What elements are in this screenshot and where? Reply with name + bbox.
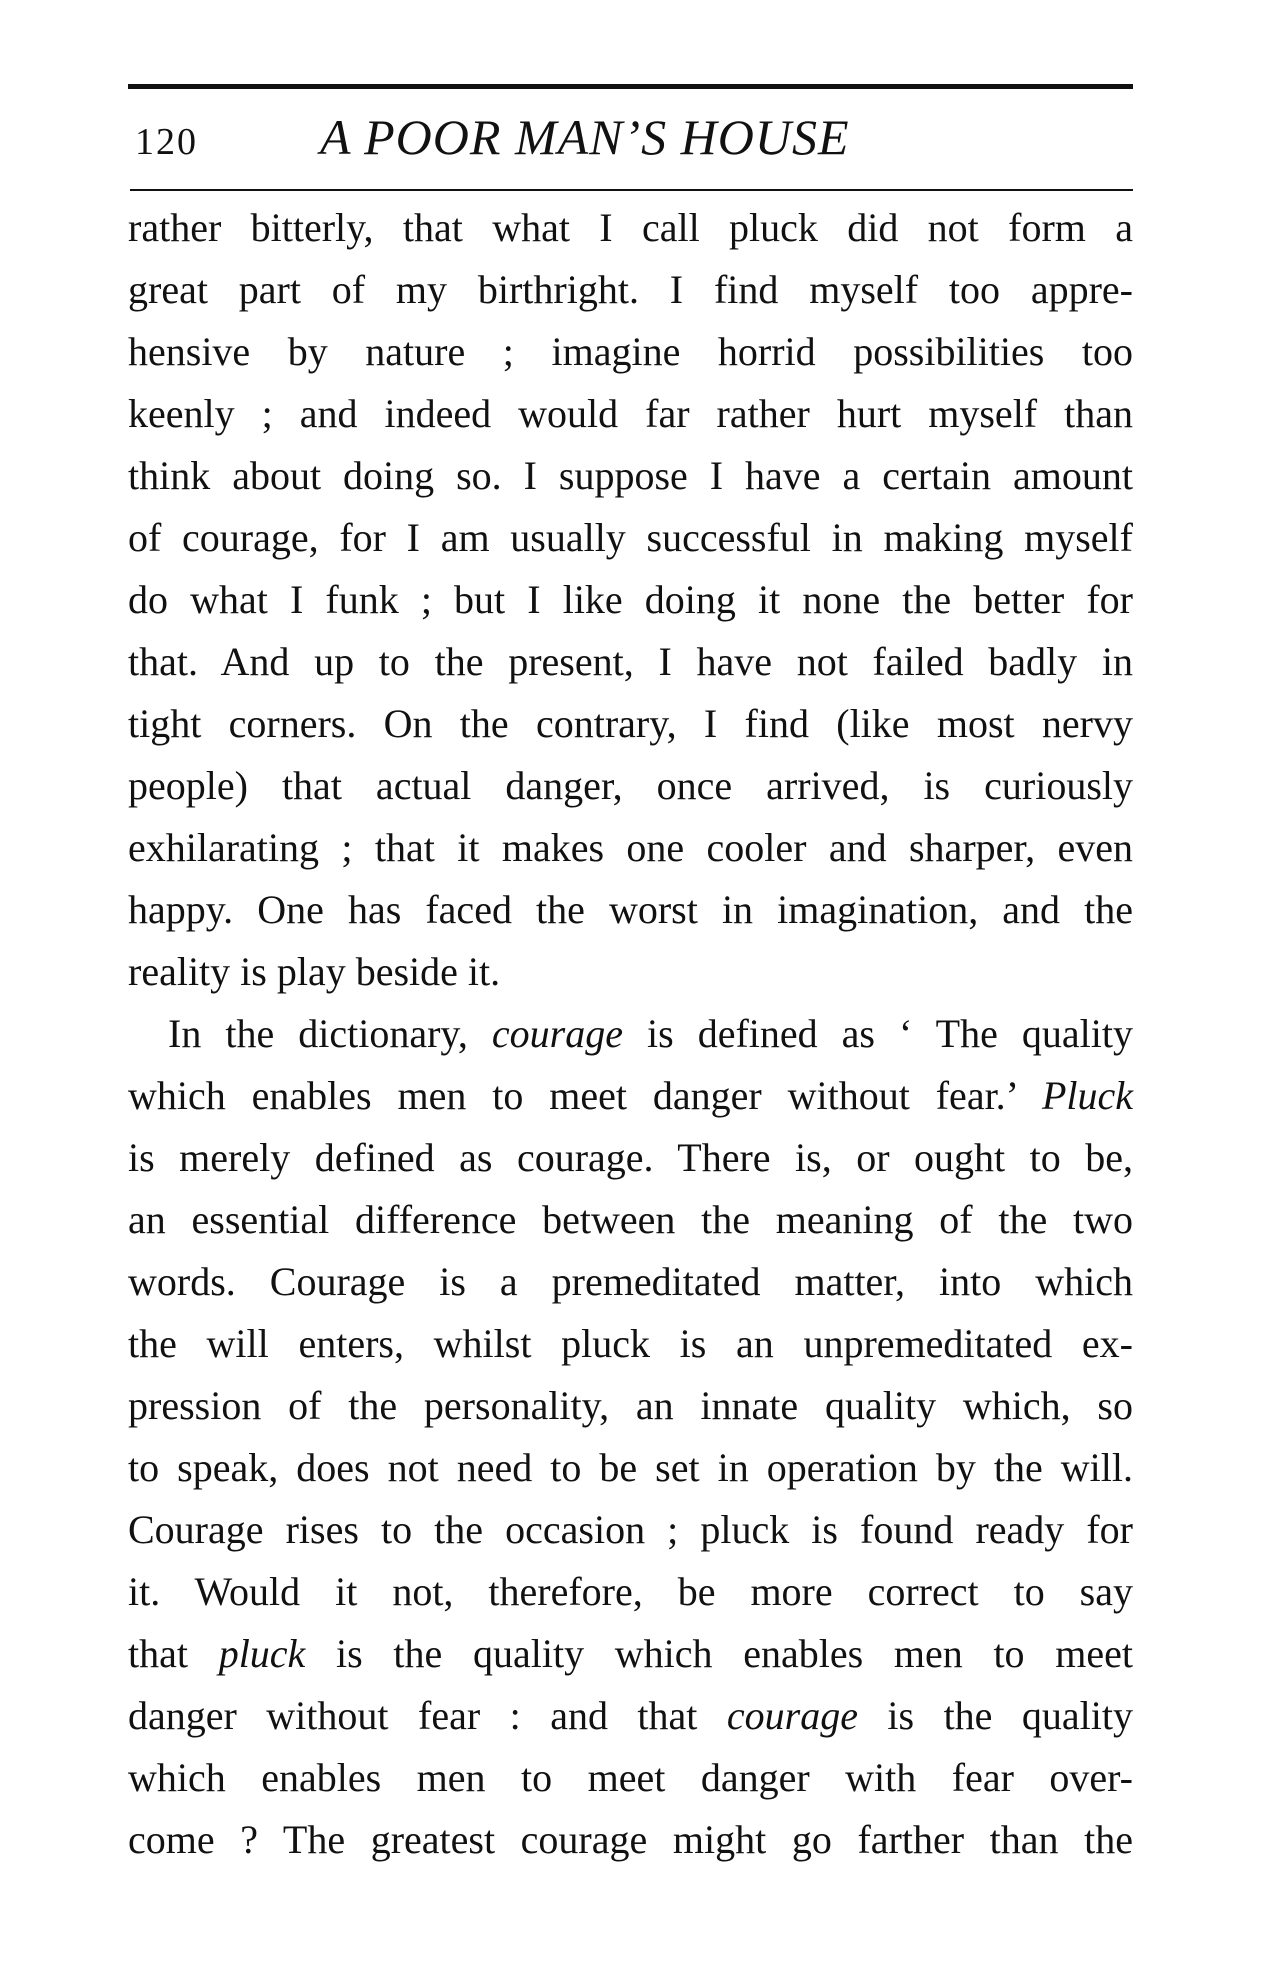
text-line: to speak, does not need to be set in operation by the will.	[128, 1445, 1133, 1490]
text-line: an essential difference between the meaning of the two	[128, 1197, 1133, 1242]
running-header	[135, 108, 1133, 178]
text-line: do what I funk ; but I like doing it none the better for	[128, 577, 1133, 622]
text-line: keenly ; and indeed would far rather hurt myself than	[128, 391, 1133, 436]
text-line: of courage, for I am usually successful in making myself	[128, 515, 1133, 560]
text-span: In the dictionary,	[168, 1011, 492, 1056]
text-span: is defined as ‘ The quality	[622, 1011, 1133, 1056]
running-title: A POOR MAN’S HOUSE	[320, 109, 850, 165]
text-line: tight corners. On the contrary, I find (like most nervy	[128, 701, 1133, 746]
page-body	[128, 197, 1133, 1871]
top-rule	[128, 84, 1133, 89]
text-span: is the quality	[857, 1693, 1133, 1738]
text-span: which enables men to meet danger without fear.’	[128, 1073, 1042, 1118]
text-line: think about doing so. I suppose I have a certain amount	[128, 453, 1133, 498]
text-line: pression of the personality, an innate quality which, so	[128, 1383, 1133, 1428]
text-line: rather bitterly, that what I call pluck did not form a	[128, 205, 1133, 250]
text-line: happy. One has faced the worst in imagination, and the	[128, 887, 1133, 932]
text-line: that. And up to the present, I have not failed badly in	[128, 639, 1133, 684]
italic-word: pluck	[218, 1631, 306, 1676]
text-line: great part of my birthright. I find myself too appre-	[128, 267, 1133, 312]
text-line: Courage rises to the occasion ; pluck is found ready for	[128, 1507, 1133, 1552]
text-line: is merely defined as courage. There is, or ought to be,	[128, 1135, 1133, 1180]
text-line: come ? The greatest courage might go farther than the	[128, 1817, 1133, 1862]
page-number: 120	[135, 121, 198, 163]
text-line	[128, 1065, 1133, 1127]
text-line: reality is play beside it.	[128, 949, 501, 994]
text-span: danger without fear : and that	[128, 1693, 727, 1738]
text-line	[128, 1623, 1133, 1685]
italic-word: Pluck	[1041, 1073, 1133, 1118]
text-span: that	[128, 1631, 219, 1676]
italic-word: courage	[726, 1693, 858, 1738]
text-line	[128, 1003, 1133, 1065]
italic-word: courage	[491, 1011, 623, 1056]
text-line: words. Courage is a premeditated matter, into which	[128, 1259, 1133, 1304]
text-line: it. Would it not, therefore, be more correct to say	[128, 1569, 1133, 1614]
text-line: exhilarating ; that it makes one cooler and sharper, even	[128, 825, 1133, 870]
text-line	[128, 1685, 1133, 1747]
text-line: the will enters, whilst pluck is an unpremeditated ex-	[128, 1321, 1133, 1366]
text-line: hensive by nature ; imagine horrid possibilities too	[128, 329, 1133, 374]
text-span: is the quality which enables men to meet	[305, 1631, 1133, 1676]
text-line: which enables men to meet danger with fear over-	[128, 1755, 1133, 1800]
text-line: people) that actual danger, once arrived, is curiously	[128, 763, 1133, 808]
header-rule	[130, 189, 1133, 191]
